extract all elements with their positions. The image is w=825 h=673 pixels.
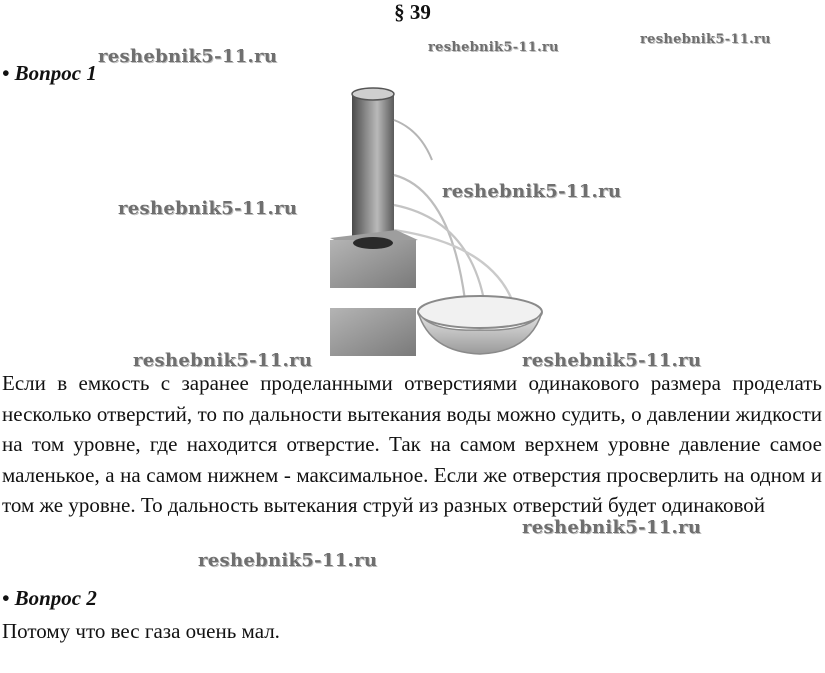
watermark: reshebnik5-11.ru <box>522 350 702 371</box>
watermark: reshebnik5-11.ru <box>118 198 298 219</box>
question-2-heading: • Вопрос 2 <box>2 586 97 610</box>
water-vessel-figure <box>300 80 560 370</box>
question-2-answer: Потому что вес газа очень мал. <box>2 619 280 643</box>
tube-base <box>353 237 393 249</box>
dish-rim <box>418 296 542 328</box>
section-title: § 39 <box>394 0 431 24</box>
watermark: reshebnik5-11.ru <box>98 46 278 67</box>
watermark: reshebnik5-11.ru <box>442 181 622 202</box>
watermark: reshebnik5-11.ru <box>640 32 771 47</box>
question-1-answer: Если в емкость с заранее проделанными отверстиями одинакового размера проделать несколько отверстий, то по дальности вытекания воды можно судить, о давлении жидкости на том уровне, где находится отверстие. Так на самом верхнем уровне давление самое маленькое, а на самом нижнем - максимальное. Если же отверстия просверлить на одном и том же уровне. То дальность вытекания струй из разных отверстий будет одинаковой <box>2 371 822 517</box>
watermark: reshebnik5-11.ru <box>428 40 559 55</box>
watermark: reshebnik5-11.ru <box>198 550 378 571</box>
watermark: reshebnik5-11.ru <box>133 350 313 371</box>
watermark: reshebnik5-11.ru <box>522 517 702 538</box>
base-block-lower <box>330 308 416 356</box>
question-1-heading: • Вопрос 1 <box>2 61 97 85</box>
jet-top <box>394 120 432 160</box>
tube <box>352 92 394 250</box>
tube-top <box>352 88 394 100</box>
